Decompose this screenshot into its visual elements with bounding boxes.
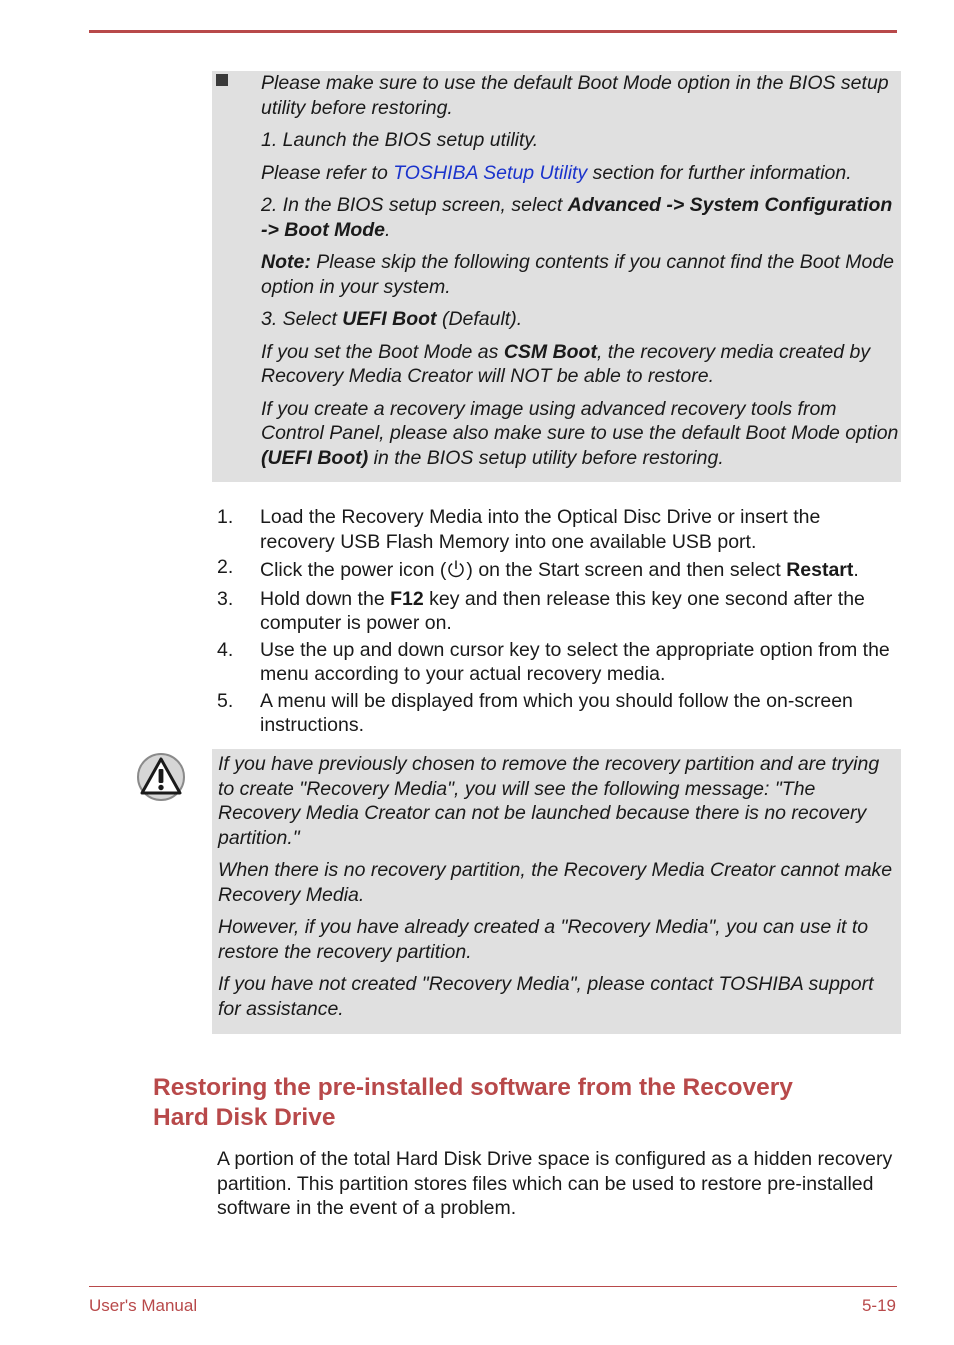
section-heading: Restoring the pre-installed software from the Recovery Hard Disk Drive: [153, 1074, 793, 1131]
footer-rule: [89, 1286, 897, 1287]
bios-note-intro: Please make sure to use the default Boot Mode option in the BIOS setup utility before restoring.: [261, 72, 889, 119]
recovery-note-p3: However, if you have already created a "Recovery Media", you can use it to restore the recovery partition.: [218, 916, 869, 963]
bios-note-refer: Please refer to TOSHIBA Setup Utility section for further information.: [261, 161, 852, 184]
toshiba-setup-utility-link[interactable]: TOSHIBA Setup Utility: [393, 161, 588, 184]
list-item: 5. A menu will be displayed from which you should follow the on-screen instructions.: [217, 689, 853, 736]
bios-note-uefi: If you create a recovery image using advanced recovery tools from Control Panel, please also make sure to use the default Boot Mode option (UEFI Boot) in the BIOS setup utility before restoring.: [261, 397, 899, 469]
list-item: 2. Click the power icon ( ) on the Start screen and then select Restart.: [217, 556, 859, 581]
power-icon: [446, 559, 466, 579]
list-item: 3. Hold down the F12 key and then release this key one second after the computer is power on.: [217, 587, 865, 634]
bios-note-csm: If you set the Boot Mode as CSM Boot, the recovery media created by Recovery Media Creator will NOT be able to restore.: [261, 340, 871, 387]
recovery-steps-list: [217, 505, 897, 740]
bios-note-step2: 2. In the BIOS setup screen, select Advanced -> System Configuration -> Boot Mode.: [261, 194, 893, 241]
bios-note-skip: Note: Please skip the following contents if you cannot find the Boot Mode option in your system.: [261, 251, 895, 298]
warning-triangle-icon: [136, 752, 186, 802]
list-item: 1. Load the Recovery Media into the Optical Disc Drive or insert the recovery USB Flash Memory into one available USB port.: [217, 506, 821, 553]
footer-page-number: 5-19: [861, 1296, 896, 1315]
square-bullet-icon: [216, 74, 228, 86]
bios-note-text: [261, 71, 903, 478]
footer-manual-title: User's Manual: [89, 1296, 198, 1315]
header-rule: [89, 30, 897, 33]
recovery-note-p2: When there is no recovery partition, the Recovery Media Creator cannot make Recovery Media.: [218, 859, 893, 906]
section-body: A portion of the total Hard Disk Drive space is configured as a hidden recovery partition. This partition stores files which can be used to restore pre-installed software in the event of a problem.: [217, 1148, 893, 1219]
bios-note-box: [212, 71, 901, 482]
bios-note-step3: 3. Select UEFI Boot (Default).: [261, 308, 523, 330]
recovery-note-p1: If you have previously chosen to remove the recovery partition and are trying to create "Recovery Media", you will see the following message: "The Recovery Media Creator can not be launched because there is no recovery partition.": [218, 753, 880, 849]
bios-note-step1: 1. Launch the BIOS setup utility.: [261, 129, 539, 151]
recovery-note-p4: If you have not created "Recovery Media", please contact TOSHIBA support for assistance.: [218, 973, 874, 1020]
recovery-partition-note-text: [218, 752, 900, 1029]
list-item: 4. Use the up and down cursor key to select the appropriate option from the menu according to your actual recovery media.: [217, 638, 890, 685]
recovery-partition-note-box: [212, 749, 901, 1034]
